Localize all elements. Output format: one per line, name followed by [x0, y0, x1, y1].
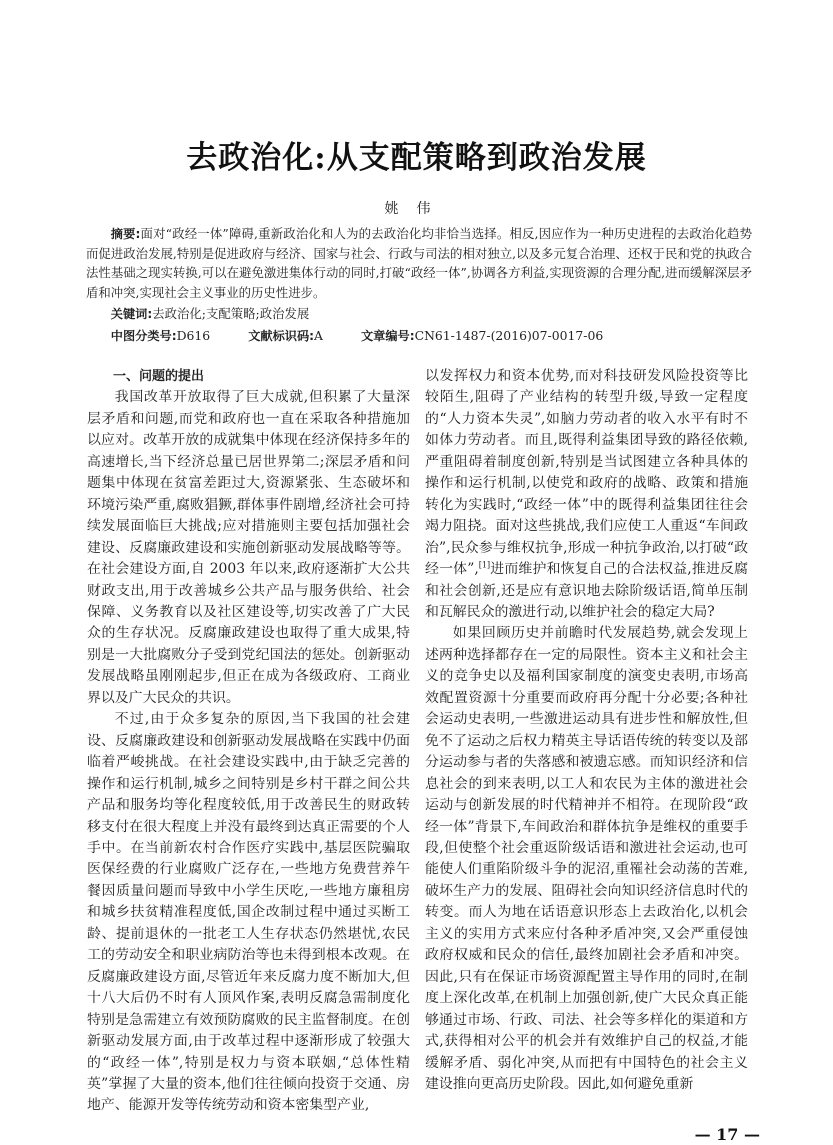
page-number: — 17 —: [694, 1125, 760, 1144]
classification-line: [111, 326, 752, 346]
paragraph: 不过,由于众多复杂的原因,当下我国的社会建设、反腐廉政建设和创新驱动发展战略在实践中仍面临着严峻挑战。在社会建设实践中,由于缺乏完善的操作和运行机制,城乡之间特别是乡村干群之间公共产品和服务均等化程度较低,用于改善民生的财政转移支付在很大程度上并没有最终到达真正需要的个人手中。在当前新农村合作医疗实践中,基层医院骗取医保经费的行业腐败广泛存在,一些地方免费营养午餐因质量问题而导致中小学生厌吃,一些地方廉租房和城乡扶贫精准程度低,国企改制过程中通过买断工龄、提前退休的一批老工人生存状态仍然堪忧,农民工的劳动安全和职业病防治等也未得到根本改观。在反腐廉政建设方面,尽管近年来反腐力度不断加大,但十八大后仍不时有人顶风作案,表明反腐急需制度化特别是急需建立有效预防腐败的民主监督制度。在创新驱动发展方面,由于改革过程中逐渐形成了较强大的“政经一体”,特别是权力与资本联姻,“总体性精英”掌握了大量的资本,他们往往倾向投资于交通、房地产、能源开发等传统劳动和资本密集型产业,: [87, 711, 410, 1114]
article-number: [361, 326, 603, 346]
paragraph-text: 进而维护和恢复自己的合法权益,推进反腐和社会创新,还是应有意识地去除阶级话语,简单压制和瓦解民众的激进行动,以维护社会的稳定大局?: [425, 561, 748, 620]
author-name: 姚伟: [384, 201, 449, 217]
abstract-label: 摘要:: [110, 227, 141, 241]
keywords-label: 关键词:: [110, 306, 153, 321]
clc-value: D616: [176, 328, 211, 344]
right-column: [425, 366, 748, 1095]
clc-label: 中图分类号:: [110, 329, 177, 344]
article-title: 去政治化:从支配策略到政治发展: [186, 140, 647, 176]
paragraph: 我国改革开放取得了巨大成就,但积累了大量深层矛盾和问题,而党和政府也一直在采取各种措施加以应对。改革开放的成就集中体现在经济保持多年的高速增长,当下经济总量已居世界第二;深层矛盾和问题集中体现在贫富差距过大,资源紧张、生态破坏和环境污染严重,腐败猖獗,群体事件剧增,经济社会可持续发展面临巨大挑战;应对措施则主要包括加强社会建设、反腐廉政建设和实施创新驱动发展战略等等。在社会建设方面,自 2003 年以来,政府逐渐扩大公共财政支出,用于改善城乡公共产品与服务供给、社会保障、义务教育以及社区建设等,切实改善了广大民众的生存状况。反腐廉政建设也取得了重大成果,特别是一大批腐败分子受到党纪国法的惩处。创新驱动发展战略虽刚刚起步,但正在成为各级政府、工商业界以及广大民众的共识。: [87, 389, 410, 706]
front-matter: [86, 224, 752, 346]
keywords: [86, 304, 752, 324]
article-no-label: 文章编号:: [360, 329, 415, 344]
document-code: [248, 326, 323, 346]
left-column: [87, 366, 410, 1117]
abstract-text: 面对“政经一体”障碍,重新政治化和人为的去政治化均非恰当选择。相反,因应作为一种历史进程的去政治化趋势而促进政治发展,特别是促进政府与经济、国家与社会、行政与司法的相对独立,以及多元复合治理、还权于民和党的执政合法性基础之现实转换,可以在避免激进集体行动的同时,打破“政经一体”,协调各方利益,实现资源的合理分配,进而缓解深层矛盾和冲突,实现社会主义事业的历史性进步。: [86, 226, 753, 300]
clc-number: [111, 326, 210, 346]
paragraph-continued: [425, 366, 748, 623]
doc-code-label: 文献标识码:: [248, 329, 315, 344]
paragraph-text: 以发挥权力和资本优势,而对科技研发风险投资等比较陌生,阻碍了产业结构的转型升级,导致一定程度的“人力资本失灵”,如脑力劳动者的收入水平有时不如体力劳动者。而且,既得利益集团导致的路径依赖,严重阻碍着制度创新,特别是当试图建立各种具体的操作和运行机制,以使党和政府的战略、政策和措施转化为实践时,“政经一体”中的既得利益集团往往会竭力阻挠。面对这些挑战,我们应使工人重返“车间政治”,民众参与维权抗争,形成一种抗争政治,以打破“政经一体”,: [425, 368, 748, 578]
article-no-value: CN61-1487-(2016)07-0017-06: [414, 328, 604, 344]
doc-code-value: A: [314, 328, 323, 344]
paragraph: 如果回顾历史并前瞻时代发展趋势,就会发现上述两种选择都存在一定的局限性。资本主义和社会主义的竞争史以及福利国家制度的演变史表明,市场高效配置资源十分重要而政府再分配十分必要;各种社会运动史表明,一些激进运动具有进步性和解放性,但免不了运动之后权力精英主导话语传统的转变以及部分运动参与者的失落感和被遗忘感。而知识经济和信息社会的到来表明,以工人和农民为主体的激进社会运动与创新发展的时代精神并不相符。在现阶段“政经一体”背景下,车间政治和群体抗争是维权的重要手段,但使整个社会重返阶级话语和激进社会运动,也可能使人们重陷阶级斗争的泥沼,重罹社会动荡的苦难,破坏生产力的发展、阻碍社会向知识经济信息时代的转变。而人为地在话语意识形态上去政治化,以机会主义的实用方式来应付各种矛盾冲突,又会严重侵蚀政府权威和民众的信任,最终加剧社会矛盾和冲突。因此,只有在保证市场资源配置主导作用的同时,在制度上深化改革,在机制上加强创新,使广大民众真正能够通过市场、行政、司法、社会等多样化的渠道和方式,获得相对公平的机会并有效维护自己的权益,才能缓解矛盾、弱化冲突,从而把有中国特色的社会主义建设推向更高历史阶段。因此,如何避免重新: [425, 625, 748, 1092]
keywords-text: 去政治化;支配策略;政治发展: [152, 305, 310, 321]
abstract: [86, 224, 752, 302]
section-heading: 一、问题的提出: [113, 369, 205, 384]
citation-mark[interactable]: [1]: [478, 560, 491, 570]
